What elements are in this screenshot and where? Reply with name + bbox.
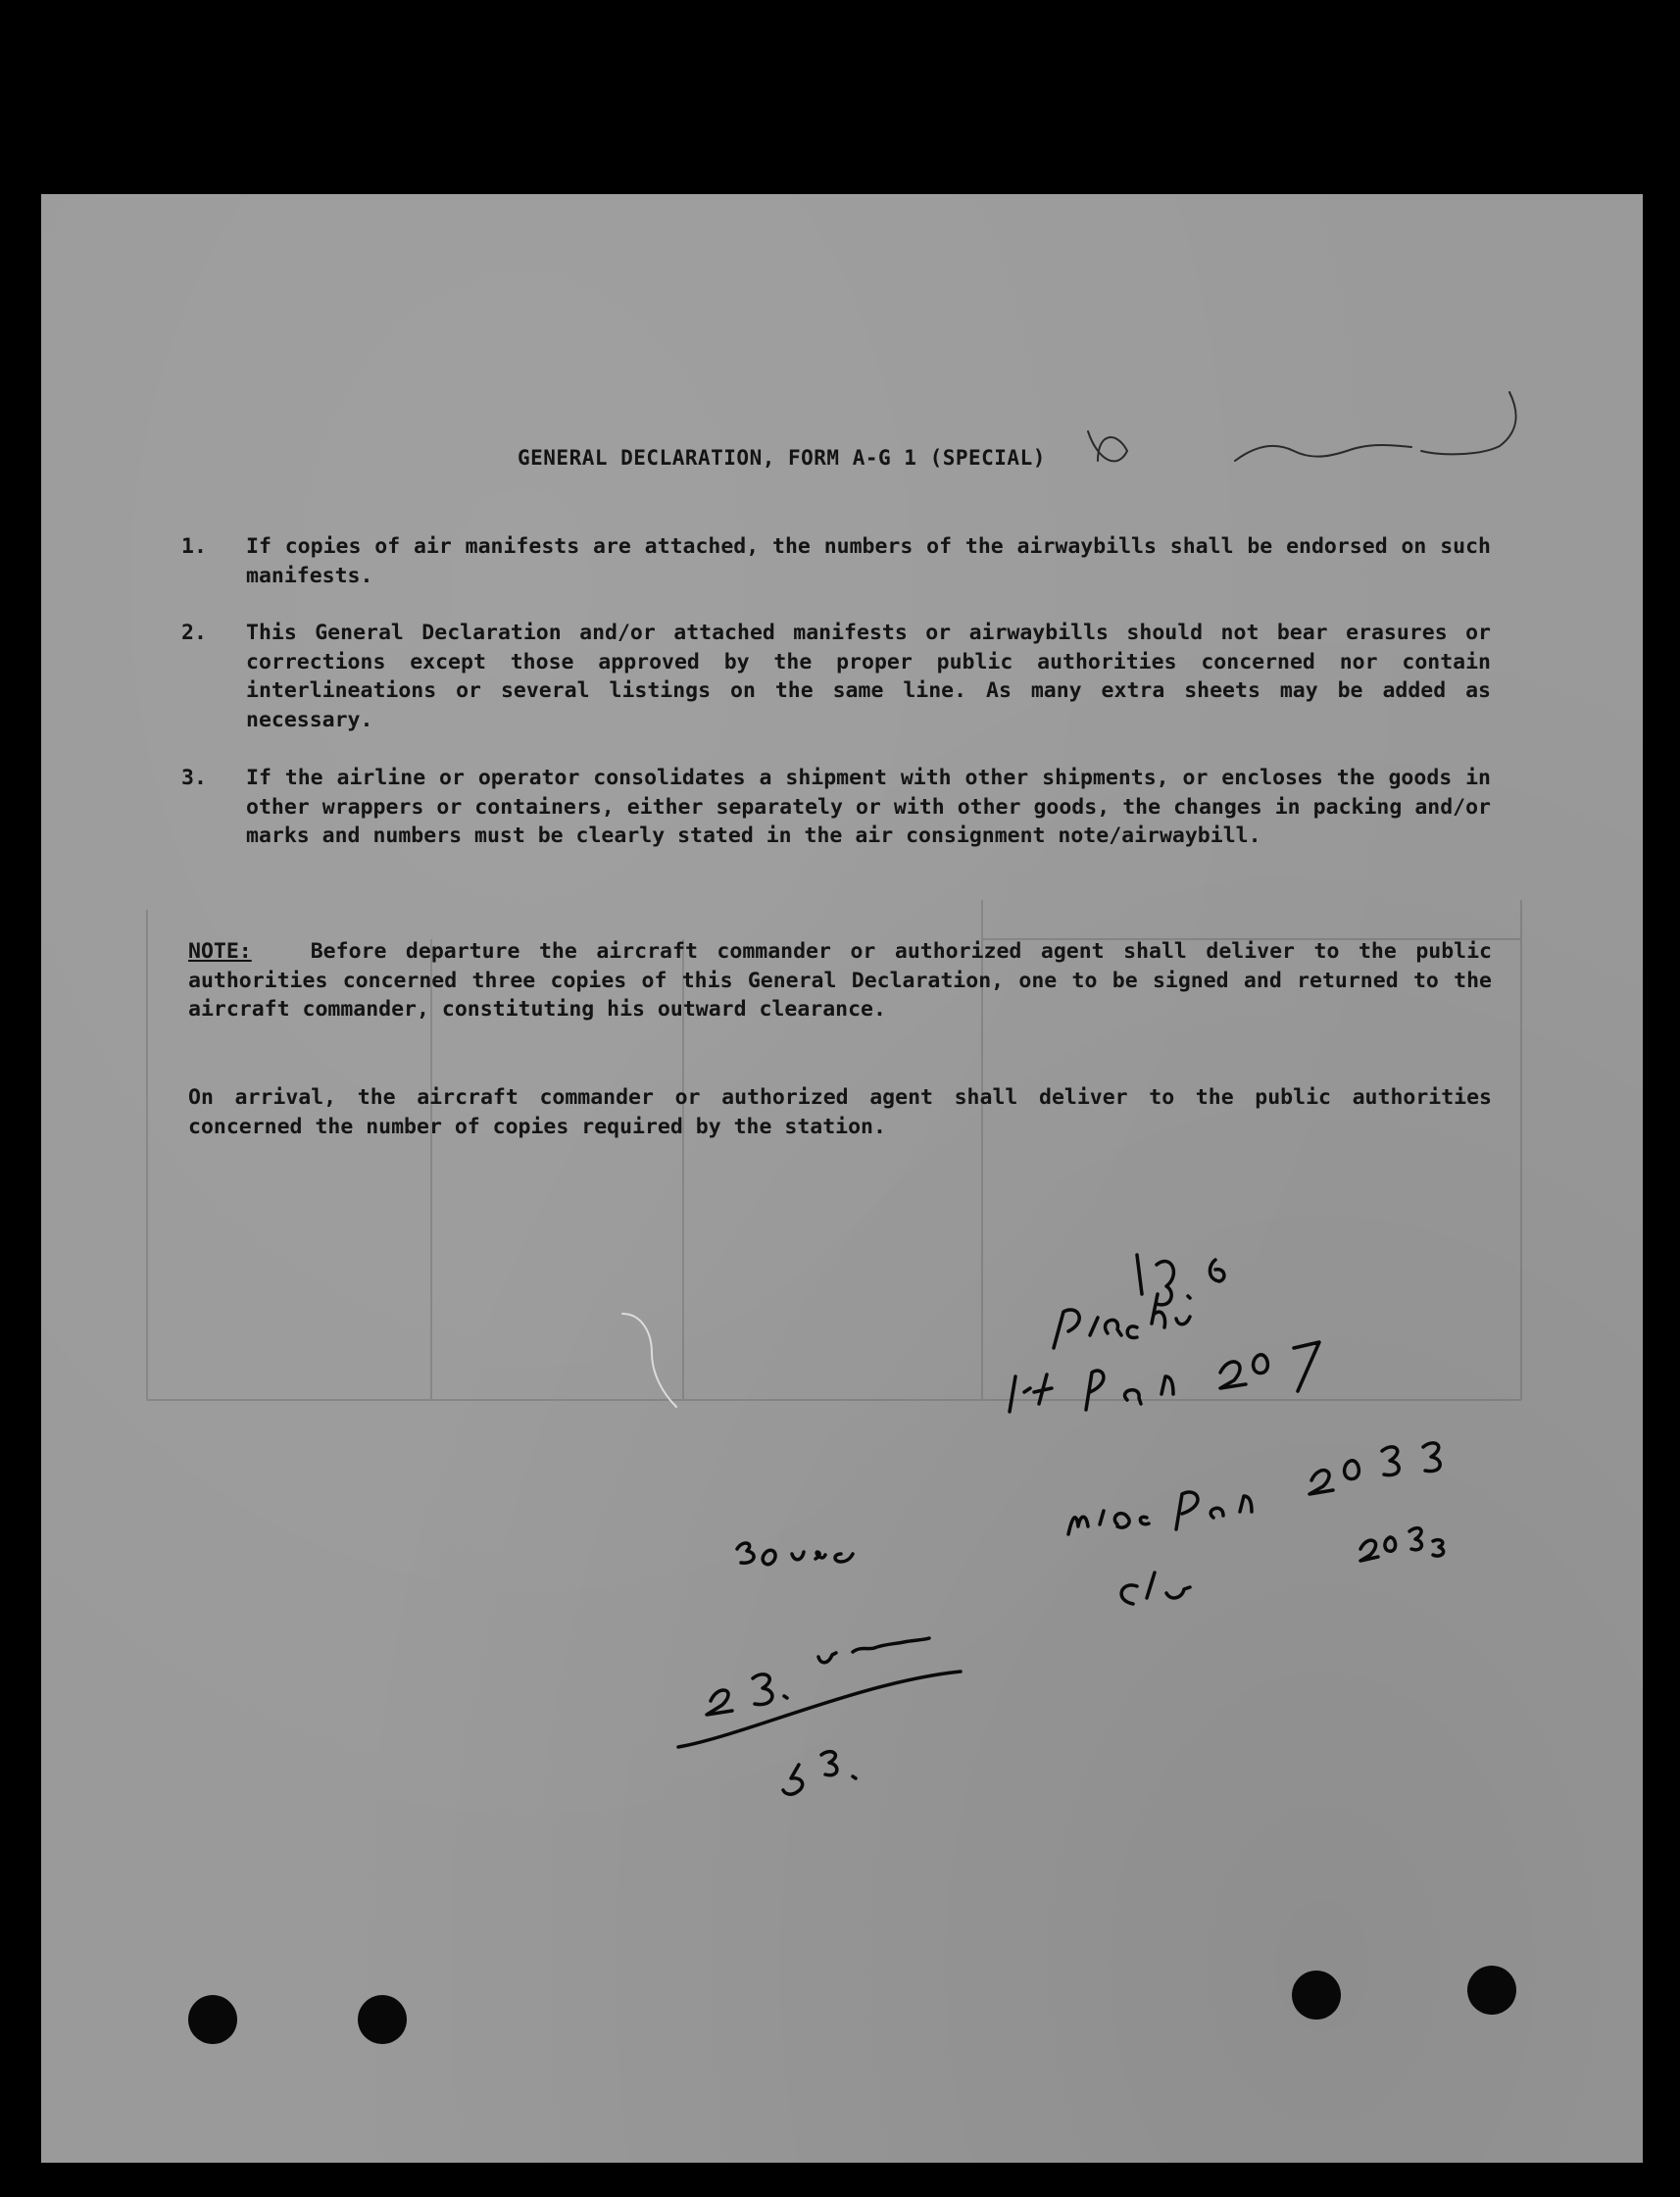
note-text: Before departure the aircraft commander or authorized agent shall deliver to the public authorities concerned three copies of this General Declaration, one to be signed and returned to the aircraft commander, constituting his outward clearance.	[188, 939, 1492, 1022]
item-text: If copies of air manifests are attached, the numbers of the airwaybills shall be endorsed on such manifests.	[246, 534, 1491, 588]
document-sheet	[41, 194, 1643, 2163]
item-number: 1.	[181, 534, 207, 559]
punch-hole	[358, 1995, 407, 2044]
item-text: This General Declaration and/or attached manifests or airwaybills should not bear erasures or corrections except those approved by the proper public authorities concerned nor contain interlineations or several listings on the same line. As many extra sheets may be added as necessary.	[246, 621, 1491, 732]
punch-hole	[1467, 1966, 1516, 2015]
item-number: 2.	[181, 621, 207, 645]
instruction-item-3	[181, 764, 1495, 881]
show-through-form-lines	[41, 194, 1643, 2163]
note-paragraph	[188, 937, 1492, 1024]
item-text: If the airline or operator consolidates a shipment with other shipments, or encloses the goods in other wrappers or containers, either separately or with other goods, the changes in packing and/or marks and numbers must be clearly stated in the air consignment note/airwaybill.	[246, 766, 1491, 848]
note-label: NOTE:	[188, 939, 252, 964]
form-title: GENERAL DECLARATION, FORM A-G 1 (SPECIAL)	[518, 446, 1046, 470]
item-number: 3.	[181, 766, 207, 790]
arrival-text: On arrival, the aircraft commander or authorized agent shall deliver to the public authorities concerned the number of copies required by the station.	[188, 1085, 1492, 1139]
arrival-paragraph	[188, 1083, 1492, 1141]
instruction-item-1	[181, 532, 1495, 591]
punch-hole	[1292, 1971, 1341, 2020]
instruction-item-2	[181, 619, 1495, 736]
punch-hole	[188, 1995, 237, 2044]
